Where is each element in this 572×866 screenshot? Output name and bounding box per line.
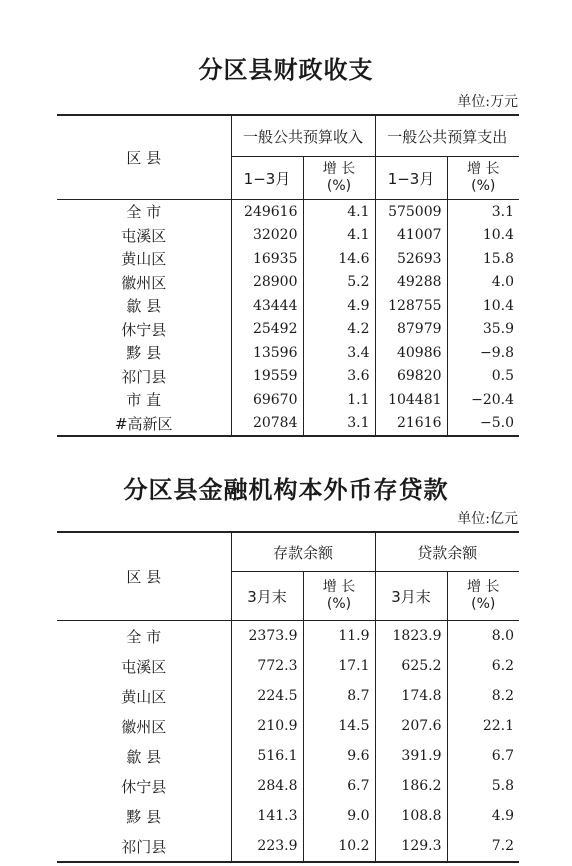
value-cell: 249616 xyxy=(231,200,303,224)
value-cell: 28900 xyxy=(231,271,303,295)
value-cell: 43444 xyxy=(231,294,303,318)
region-name: 歙 县 xyxy=(126,297,162,316)
growth-cell: 3.4 xyxy=(303,341,375,365)
value-cell: 25492 xyxy=(231,318,303,342)
expenditure-group-header: 一般公共预算支出 xyxy=(375,115,519,157)
growth-cell: 5.2 xyxy=(303,271,375,295)
period-header: 1−3月 xyxy=(231,157,303,200)
value-cell: 104481 xyxy=(375,388,447,412)
deposit-group-header: 存款余额 xyxy=(231,532,375,572)
table-row xyxy=(57,741,519,771)
growth-cell: 10.4 xyxy=(447,224,519,248)
table-row xyxy=(57,621,519,652)
fiscal-table xyxy=(57,114,519,437)
region-name: 市 直 xyxy=(126,391,162,410)
value-cell: 41007 xyxy=(375,224,447,248)
period-header: 3月末 xyxy=(231,572,303,621)
value-cell: 49288 xyxy=(375,271,447,295)
growth-cell: 15.8 xyxy=(447,247,519,271)
growth-cell: 4.9 xyxy=(447,801,519,831)
region-name: 屯溪区 xyxy=(121,657,167,676)
table-row xyxy=(57,224,519,248)
value-cell: 210.9 xyxy=(231,711,303,741)
growth-cell: 8.0 xyxy=(447,621,519,652)
region-name: #高新区 xyxy=(114,414,173,433)
table-row xyxy=(57,412,519,437)
region-name: 徽州区 xyxy=(121,717,167,736)
growth-cell: 4.0 xyxy=(447,271,519,295)
fiscal-table-unit: 单位:万元 xyxy=(457,94,518,110)
region-name: 黄山区 xyxy=(121,250,167,269)
value-cell: 69670 xyxy=(231,388,303,412)
growth-cell: 14.5 xyxy=(303,711,375,741)
finance-table xyxy=(57,531,519,863)
growth-cell: −5.0 xyxy=(447,412,519,437)
value-cell: 625.2 xyxy=(375,651,447,681)
table-row xyxy=(57,388,519,412)
value-cell: 108.8 xyxy=(375,801,447,831)
growth-cell: 7.2 xyxy=(447,831,519,862)
growth-cell: 10.2 xyxy=(303,831,375,862)
value-cell: 516.1 xyxy=(231,741,303,771)
growth-header: 增 长 (%) xyxy=(447,572,519,621)
table-row xyxy=(57,247,519,271)
value-cell: 87979 xyxy=(375,318,447,342)
finance-table-unit: 单位:亿元 xyxy=(457,511,518,527)
growth-cell: 1.1 xyxy=(303,388,375,412)
growth-cell: 9.6 xyxy=(303,741,375,771)
loan-group-header: 贷款余额 xyxy=(375,532,519,572)
growth-cell: 22.1 xyxy=(447,711,519,741)
growth-cell: −20.4 xyxy=(447,388,519,412)
growth-cell: 0.5 xyxy=(447,365,519,389)
revenue-group-header: 一般公共预算收入 xyxy=(231,115,375,157)
growth-cell: 14.6 xyxy=(303,247,375,271)
region-name: 屯溪区 xyxy=(121,226,167,245)
table-row xyxy=(57,651,519,681)
region-name: 黟 县 xyxy=(126,344,162,363)
region-name: 休宁县 xyxy=(121,320,167,339)
value-cell: 186.2 xyxy=(375,771,447,801)
value-cell: 174.8 xyxy=(375,681,447,711)
growth-cell: 10.4 xyxy=(447,294,519,318)
region-name: 全 市 xyxy=(126,203,162,222)
value-cell: 391.9 xyxy=(375,741,447,771)
value-cell: 284.8 xyxy=(231,771,303,801)
growth-cell: 4.2 xyxy=(303,318,375,342)
growth-cell: 6.7 xyxy=(447,741,519,771)
region-name: 全 市 xyxy=(126,627,162,646)
growth-header: 增 长 (%) xyxy=(447,157,519,200)
value-cell: 772.3 xyxy=(231,651,303,681)
period-header: 1−3月 xyxy=(375,157,447,200)
value-cell: 1823.9 xyxy=(375,621,447,652)
value-cell: 20784 xyxy=(231,412,303,437)
table-row xyxy=(57,801,519,831)
table-row xyxy=(57,831,519,862)
value-cell: 207.6 xyxy=(375,711,447,741)
value-cell: 223.9 xyxy=(231,831,303,862)
growth-cell: 11.9 xyxy=(303,621,375,652)
growth-cell: 6.2 xyxy=(447,651,519,681)
value-cell: 2373.9 xyxy=(231,621,303,652)
value-cell: 128755 xyxy=(375,294,447,318)
region-name: 休宁县 xyxy=(121,777,167,796)
growth-cell: −9.8 xyxy=(447,341,519,365)
value-cell: 69820 xyxy=(375,365,447,389)
table-row xyxy=(57,365,519,389)
value-cell: 141.3 xyxy=(231,801,303,831)
growth-header: 增 长 (%) xyxy=(303,572,375,621)
corner-header: 区 县 xyxy=(126,149,162,167)
growth-cell: 3.6 xyxy=(303,365,375,389)
value-cell: 21616 xyxy=(375,412,447,437)
growth-header: 增 长 (%) xyxy=(303,157,375,200)
growth-cell: 3.1 xyxy=(447,200,519,224)
corner-header: 区 县 xyxy=(57,532,231,621)
table-row xyxy=(57,771,519,801)
table-row xyxy=(57,681,519,711)
value-cell: 575009 xyxy=(375,200,447,224)
fiscal-table-title: 分区县财政收支 xyxy=(198,56,374,84)
value-cell: 224.5 xyxy=(231,681,303,711)
region-name: 黟 县 xyxy=(126,807,162,826)
growth-cell: 6.7 xyxy=(303,771,375,801)
value-cell: 52693 xyxy=(375,247,447,271)
table-row xyxy=(57,711,519,741)
growth-cell: 9.0 xyxy=(303,801,375,831)
finance-table-title: 分区县金融机构本外币存贷款 xyxy=(123,476,449,504)
value-cell: 32020 xyxy=(231,224,303,248)
growth-cell: 4.1 xyxy=(303,224,375,248)
table-row xyxy=(57,271,519,295)
growth-cell: 3.1 xyxy=(303,412,375,437)
value-cell: 40986 xyxy=(375,341,447,365)
growth-cell: 5.8 xyxy=(447,771,519,801)
table-row xyxy=(57,341,519,365)
value-cell: 13596 xyxy=(231,341,303,365)
growth-cell: 8.2 xyxy=(447,681,519,711)
value-cell: 16935 xyxy=(231,247,303,271)
period-header: 3月末 xyxy=(375,572,447,621)
table-row xyxy=(57,318,519,342)
growth-cell: 8.7 xyxy=(303,681,375,711)
growth-cell: 35.9 xyxy=(447,318,519,342)
value-cell: 129.3 xyxy=(375,831,447,862)
table-row xyxy=(57,200,519,224)
region-name: 黄山区 xyxy=(121,687,167,706)
growth-cell: 17.1 xyxy=(303,651,375,681)
region-name: 祁门县 xyxy=(121,837,167,856)
region-name: 徽州区 xyxy=(121,273,167,292)
growth-cell: 4.9 xyxy=(303,294,375,318)
growth-cell: 4.1 xyxy=(303,200,375,224)
region-name: 歙 县 xyxy=(126,747,162,766)
value-cell: 19559 xyxy=(231,365,303,389)
region-name: 祁门县 xyxy=(121,367,167,386)
table-row xyxy=(57,294,519,318)
